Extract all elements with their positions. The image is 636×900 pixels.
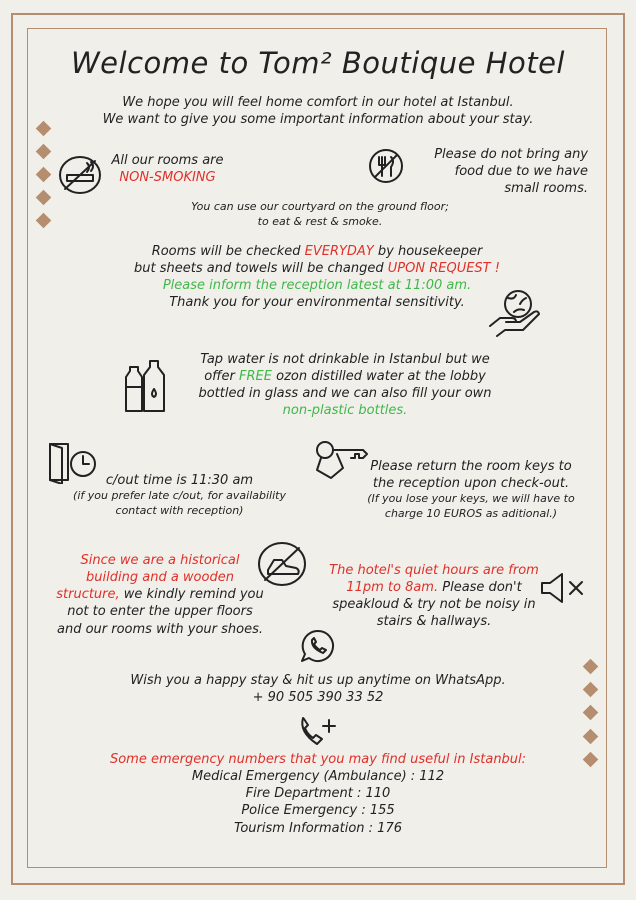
upon-request-label: UPON REQUEST ! — [387, 261, 500, 277]
quiet-line — [310, 579, 558, 596]
housekeeping-line — [80, 260, 554, 277]
shoes-line: and our rooms with your shoes. — [56, 621, 264, 637]
checkout-line: contact with reception) — [115, 503, 244, 517]
housekeeping-line: Thank you for your environmental sensitivity. — [169, 295, 465, 311]
food-line: Please do not bring any — [434, 147, 588, 162]
emergency-number: Tourism Information : 176 — [234, 820, 402, 836]
whatsapp-icon — [299, 628, 337, 666]
historical-label: structure, — [56, 587, 120, 603]
water-text: ozon distilled water at the lobby — [271, 369, 486, 385]
quiet-hours-label: The hotel's quiet hours are from — [329, 563, 539, 578]
housekeeping-notice — [80, 243, 554, 312]
courtyard-notice — [150, 200, 490, 229]
hk-text: by housekeeper — [373, 244, 483, 259]
keys-line: Please return the room keys to — [370, 459, 572, 474]
smoking-line: All our rooms are — [111, 153, 224, 168]
page-title: Welcome to Tom² Boutique Hotel — [71, 46, 565, 80]
shoes-text: we kindly remind you — [119, 587, 264, 603]
reception-deadline: Please inform the reception latest at 11:00 am. — [162, 278, 472, 294]
checkout-notice — [52, 472, 307, 518]
keys-line: charge 10 EUROS as aditional.) — [384, 506, 558, 520]
whatsapp-phone[interactable]: + 90 505 390 33 52 — [252, 690, 384, 706]
everyday-label: EVERYDAY — [304, 244, 374, 259]
quiet-hours-notice — [310, 562, 558, 631]
courtyard-line: to eat & rest & smoke. — [257, 214, 383, 228]
intro-line: We want to give you some important information about your stay. — [102, 112, 534, 128]
food-line: food due to we have — [454, 164, 588, 180]
intro-line: We hope you will feel home comfort in our hotel at Istanbul. — [122, 95, 514, 110]
mute-speaker-icon — [538, 571, 588, 605]
quiet-hours-time: 11pm to 8am. — [346, 580, 439, 596]
shoes-notice — [40, 552, 280, 638]
shoes-line — [40, 586, 280, 603]
keys-notice — [340, 458, 602, 521]
hk-text: Rooms will be checked — [151, 244, 305, 259]
no-food-icon — [367, 147, 405, 185]
emergency-heading: Some emergency numbers that you may find useful in Istanbul: — [109, 752, 527, 767]
keys-line: the reception upon check-out. — [372, 476, 570, 492]
housekeeping-line — [80, 243, 554, 260]
quiet-text: Please don't — [438, 580, 522, 596]
quiet-line: stairs & hallways. — [376, 614, 492, 630]
whatsapp-notice — [0, 672, 636, 706]
food-notice — [408, 146, 588, 197]
water-bottles-icon — [122, 357, 174, 415]
whatsapp-line: Wish you a happy stay & hit us up anytime on WhatsApp. — [130, 673, 506, 688]
emergency-section — [0, 751, 636, 837]
hk-text: but sheets and towels will be changed — [134, 261, 388, 277]
emergency-number: Police Emergency : 155 — [241, 803, 395, 819]
quiet-line: speakloud & try not be noisy in — [332, 597, 536, 613]
emergency-number: Fire Department : 110 — [245, 786, 391, 802]
water-line: Tap water is not drinkable in Istanbul but we — [200, 352, 490, 367]
smoking-notice — [100, 152, 235, 186]
checkout-time: c/out time is 11:30 am — [105, 473, 254, 488]
intro-text — [0, 94, 636, 128]
historical-label: building and a wooden — [86, 570, 234, 586]
emergency-number: Medical Emergency (Ambulance) : 112 — [191, 769, 445, 785]
food-line: small rooms. — [504, 181, 588, 197]
no-smoking-icon — [57, 153, 103, 197]
keys-line: (If you lose your keys, we will have to — [367, 492, 575, 506]
courtyard-line: You can use our courtyard on the ground floor; — [191, 200, 449, 213]
non-smoking-label: NON-SMOKING — [119, 170, 216, 186]
emergency-phone-icon — [297, 714, 339, 748]
checkout-line: (if you prefer late c/out, for availability — [73, 489, 286, 503]
shoes-line: not to enter the upper floors — [67, 604, 253, 620]
non-plastic-label: non-plastic bottles. — [282, 403, 408, 419]
water-line — [180, 368, 510, 385]
free-label: FREE — [239, 369, 272, 385]
water-notice — [180, 351, 510, 420]
globe-hand-icon — [486, 288, 544, 340]
water-text: offer — [204, 369, 240, 385]
historical-label: Since we are a historical — [80, 553, 240, 568]
water-line: bottled in glass and we can also fill your own — [198, 386, 492, 402]
